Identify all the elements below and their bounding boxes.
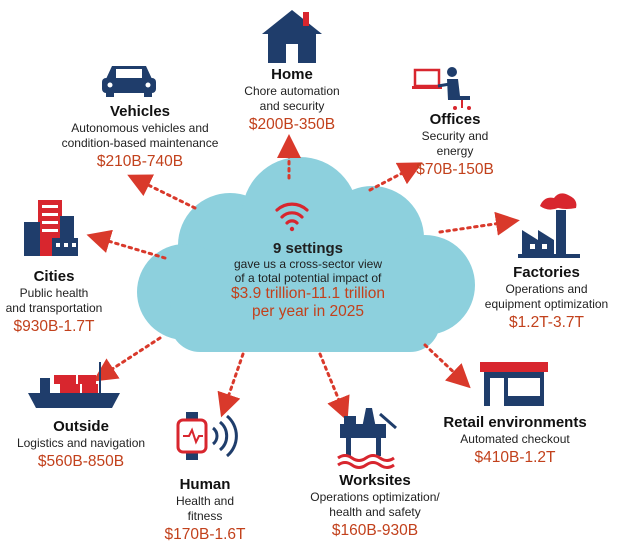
oil-rig-icon [338, 408, 396, 468]
arrow-human [225, 354, 243, 406]
smartwatch-icon [178, 412, 236, 460]
setting-offices [390, 111, 520, 180]
retail-desc-line1: Automated checkout [460, 432, 570, 446]
factory-icon [518, 193, 580, 258]
human-title: Human [179, 476, 231, 493]
retail-value: $410B-1.2T [474, 449, 556, 466]
center-summary [198, 240, 418, 321]
setting-worksites [292, 472, 458, 541]
center-subtitle-line2: of a total potential impact of [234, 271, 382, 285]
factories-title: Factories [513, 264, 580, 281]
outside-value: $560B-850B [37, 453, 125, 470]
factories-desc-line2: equipment optimization [484, 297, 609, 311]
factories-desc-line1: Operations and [505, 282, 588, 296]
house-icon [262, 10, 322, 63]
vehicles-title: Vehicles [109, 103, 171, 120]
worksites-desc-line2: health and safety [329, 505, 421, 519]
cargo-ship-icon [28, 362, 120, 408]
setting-outside [6, 418, 156, 472]
vehicles-desc-line1: Autonomous vehicles and [71, 121, 209, 135]
setting-cities [0, 268, 108, 337]
retail-title: Retail environments [443, 414, 587, 431]
home-value: $200B-350B [248, 116, 336, 133]
setting-vehicles [50, 103, 230, 172]
arrow-cities [98, 238, 165, 258]
human-desc-line1: Health and [175, 494, 235, 508]
storefront-icon [480, 362, 548, 406]
setting-retail [430, 414, 600, 468]
arrow-factories [440, 222, 508, 232]
factories-value: $1.2T-3.7T [509, 314, 584, 331]
setting-human [150, 476, 260, 545]
arrow-outside [103, 338, 160, 375]
cities-desc-line1: Public health [19, 286, 89, 300]
home-title: Home [271, 66, 313, 83]
arrow-retail [425, 345, 462, 380]
center-subtitle-line1: gave us a cross-sector view [233, 257, 383, 271]
city-buildings-icon [24, 200, 78, 256]
offices-desc-line1: Security and [421, 129, 489, 143]
offices-value: $70B-150B [416, 161, 494, 178]
worksites-title: Worksites [339, 472, 411, 489]
vehicles-desc-line2: condition-based maintenance [61, 136, 219, 150]
home-desc-line1: Chore automation [244, 84, 340, 98]
worksites-value: $160B-930B [331, 522, 419, 539]
arrow-vehicles [138, 180, 195, 208]
vehicles-value: $210B-740B [96, 153, 184, 170]
cities-title: Cities [33, 268, 75, 285]
human-value: $170B-1.6T [164, 526, 246, 543]
setting-factories [474, 264, 619, 333]
cities-desc-line2: and transportation [5, 301, 103, 315]
home-desc-line2: and security [259, 99, 325, 113]
car-icon [102, 66, 156, 97]
outside-title: Outside [53, 418, 109, 435]
setting-home [212, 66, 372, 135]
center-title: 9 settings [272, 240, 344, 257]
arrow-worksites [320, 354, 343, 410]
office-worker-icon [412, 67, 471, 110]
offices-title: Offices [429, 111, 481, 128]
human-desc-line2: fitness [187, 509, 223, 523]
cities-value: $930B-1.7T [13, 318, 95, 335]
outside-desc-line1: Logistics and navigation [16, 436, 146, 450]
center-value-line2: per year in 2025 [251, 303, 365, 320]
center-value-line1: $3.9 trillion-11.1 trillion [231, 285, 385, 302]
worksites-desc-line1: Operations optimization/ [310, 490, 440, 504]
offices-desc-line2: energy [436, 144, 474, 158]
